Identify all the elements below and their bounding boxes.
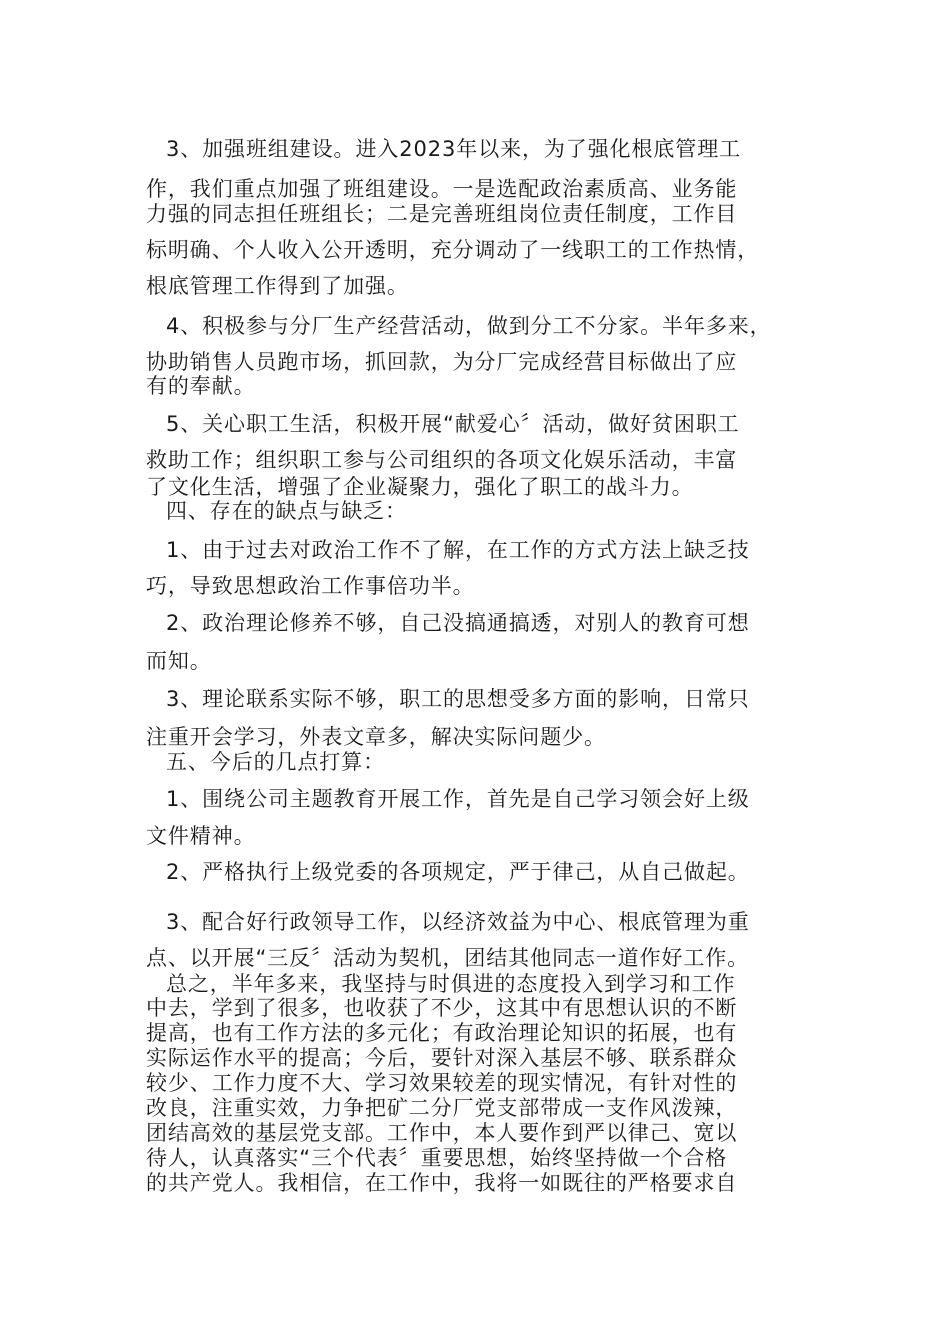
text-line: 有的奉献。 — [146, 374, 256, 398]
text-line: 1、围绕公司主题教育开展工作，首先是自己学习领会好上级 — [166, 787, 750, 811]
text-line: 3、配合好行政领导工作，以经济效益为中心、根底管理为重 — [166, 910, 750, 934]
text-line: 3、理论联系实际不够，职工的思想受多方面的影响，日常只 — [166, 687, 750, 711]
text-line: 中去，学到了很多，也收获了不少，这其中有思想认识的不断 — [146, 996, 738, 1020]
text-line: 5、关心职工生活，积极开展“献爱心〞活动，做好贫困职工 — [166, 412, 740, 436]
text-line: 团结高效的基层党支部。工作中，本人要作到严以律己、宽以 — [146, 1121, 738, 1145]
text-line: 文件精神。 — [146, 824, 256, 848]
text-line: 救助工作；组织职工参与公司组织的各项文化娱乐活动，丰富 — [146, 448, 738, 472]
text-line: 的共产党人。我相信，在工作中，我将一如既往的严格要求自 — [146, 1171, 738, 1195]
text-line: 2、政治理论修养不够，自己没搞通搞透，对别人的教育可想 — [166, 611, 750, 635]
text-line: 标明确、个人收入公开透明，充分调动了一线职工的工作热情， — [146, 238, 760, 262]
text-line: 力强的同志担任班组长；二是完善班组岗位责任制度，工作目 — [146, 202, 738, 226]
text-line: 作，我们重点加强了班组建设。一是选配政治素质高、业务能 — [146, 177, 738, 201]
text-line: 改良，注重实效，力争把矿二分厂党支部带成一支作风泼辣， — [146, 1096, 738, 1120]
text-line: 待人，认真落实“三个代表〞重要思想，始终坚持做一个合格 — [146, 1146, 728, 1170]
text-line: 提高，也有工作方法的多元化；有政治理论知识的拓展，也有 — [146, 1021, 738, 1045]
text-line: 较少、工作力度不大、学习效果较差的现实情况，有针对性的 — [146, 1071, 738, 1095]
text-line: 而知。 — [146, 649, 212, 673]
text-line: 1、由于过去对政治工作不了解，在工作的方式方法上缺乏技 — [166, 538, 750, 562]
text-line: 2、严格执行上级党委的各项规定，严于律己，从自己做起。 — [166, 860, 750, 884]
text-line: 实际运作水平的提高；今后，要针对深入基层不够、联系群众 — [146, 1046, 738, 1070]
text-line: 注重开会学习，外表文章多，解决实际问题少。 — [146, 725, 606, 749]
text-line: 根底管理工作得到了加强。 — [146, 274, 409, 298]
text-line: 3、加强班组建设。进入2023年以来，为了强化根底管理工 — [166, 137, 742, 161]
text-line: 点、以开展“三反〞活动为契机，团结其他同志一道作好工作。 — [146, 946, 750, 970]
text-line: 巧，导致思想政治工作事倍功半。 — [146, 574, 475, 598]
text-line: 总之，半年多来，我坚持与时俱进的态度投入到学习和工作 — [166, 972, 736, 996]
section-heading: 五、今后的几点打算： — [166, 750, 385, 774]
section-heading: 四、存在的缺点与缺乏： — [166, 499, 407, 523]
text-line: 协助销售人员跑市场，抓回款，为分厂完成经营目标做出了应 — [146, 350, 738, 374]
text-line: 4、积极参与分厂生产经营活动，做到分工不分家。半年多来， — [166, 314, 772, 338]
text-line: 了文化生活，增强了企业凝聚力，强化了职工的战斗力。 — [146, 475, 694, 499]
